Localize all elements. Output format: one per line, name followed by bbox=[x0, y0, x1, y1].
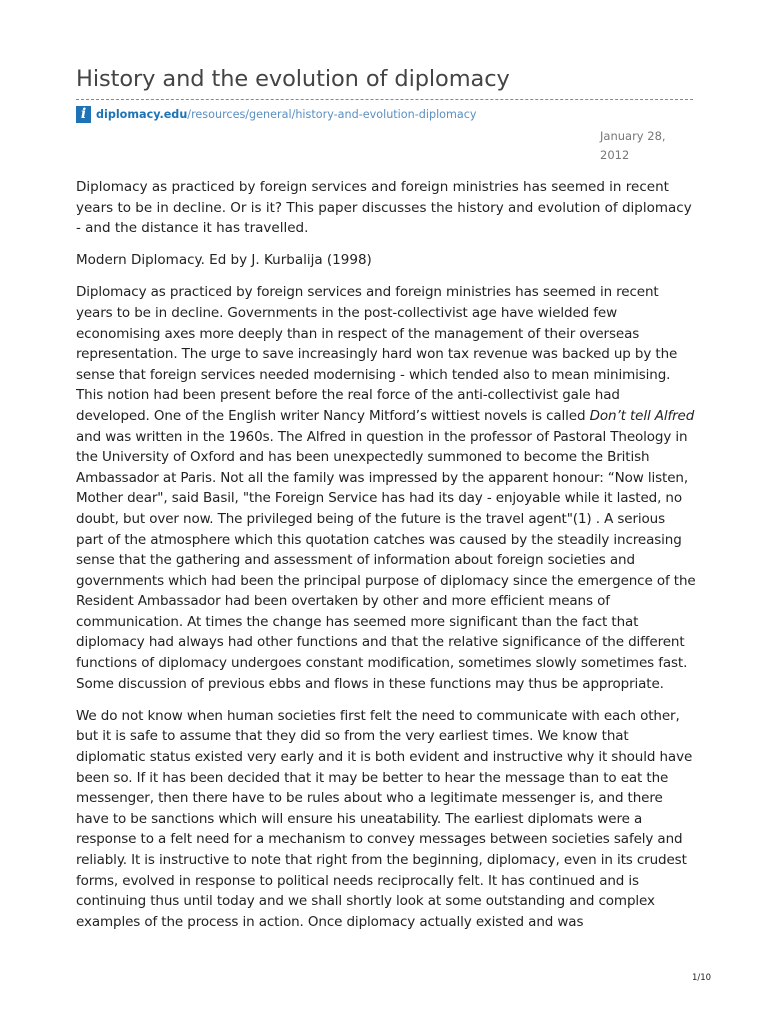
info-icon: i bbox=[76, 106, 91, 123]
paragraph-decline-part2: and was written in the 1960s. The Alfred in question in the professor of Pastoral Theology in the University of Oxford and has been unexpectedly summoned to become the British Ambassador at Paris. Not all the family was impressed by the apparent honour: “Now listen, Mother dear", said Basil, "the Foreign Service has had its day - enjoyable while it lasted, no doubt, but over now. The privileged being of the future is the travel agent"(1) . A serious part of the atmosphere which this quotation catches was caused by the steadily increasing sense that the gathering and assessment of information about foreign societies and governments which had been the principal purpose of diplomacy since the emergence of the Resident Ambassador had been overtaken by other and more efficient means of communication. At times the change has seemed more significant than the fact that diplomacy had always had other functions and that the relative significance of the different functions of diplomacy undergoes constant modification, sometimes slowly sometimes fast. Some discussion of previous ebbs and flows in these functions may thus be appropriate. bbox=[76, 428, 696, 692]
paragraph-origins: We do not know when human societies first felt the need to communicate with each other, but it is safe to assume that they did so from the very earliest times. We know that diplomatic status existed very early and it is both evident and instructive why it should have been so. If it has been decided that it may be better to hear the message than to eat the messenger, then there have to be rules about who a legitimate messenger is, and there have to be sanctions which will ensure his uneatability. The earliest diplomats were a response to a felt need for a mechanism to convey messages between societies safely and reliably. It is instructive to note that right from the beginning, diplomacy, even in its crudest forms, evolved in response to political needs reciprocally felt. It has continued and is continuing thus until today and we shall shortly look at some outstanding and complex examples of the process in action. Once diplomacy actually existed and was bbox=[76, 707, 693, 930]
paragraph-intro: Diplomacy as practiced by foreign services and foreign ministries has seemed in recent years to be in decline. Or is it? This paper discusses the history and evolution of diplomacy - and the distance it has travelled. bbox=[76, 179, 692, 237]
publish-date: January 28, 2012 bbox=[600, 129, 666, 162]
page-number: 1/10 bbox=[692, 973, 712, 983]
source-link[interactable] bbox=[76, 105, 477, 123]
paragraph-citation: Modern Diplomacy. Ed by J. Kurbalija (1998) bbox=[76, 252, 372, 269]
source-domain[interactable]: diplomacy.edu bbox=[96, 107, 188, 121]
paragraph-decline bbox=[76, 282, 696, 694]
source-path[interactable]: /resources/general/history-and-evolution-diplomacy bbox=[187, 107, 477, 121]
paragraph-decline-part1: Diplomacy as practiced by foreign services and foreign ministries has seemed in recent years to be in decline. Governments in the post-collectivist age have wielded few economising axes more deeply than in respect of the management of their overseas representation. The urge to save increasingly hard won tax revenue was backed up by the sense that foreign services needed modernising - which tended also to mean minimising. This notion had been present before the real force of the anti-collectivist gale had developed. One of the English writer Nancy Mitford’s wittiest novels is called bbox=[76, 284, 678, 424]
title-divider bbox=[76, 99, 693, 100]
article-body bbox=[76, 177, 696, 944]
page-title: History and the evolution of diplomacy bbox=[76, 66, 510, 92]
book-title: Don’t tell Alfred bbox=[589, 407, 695, 424]
